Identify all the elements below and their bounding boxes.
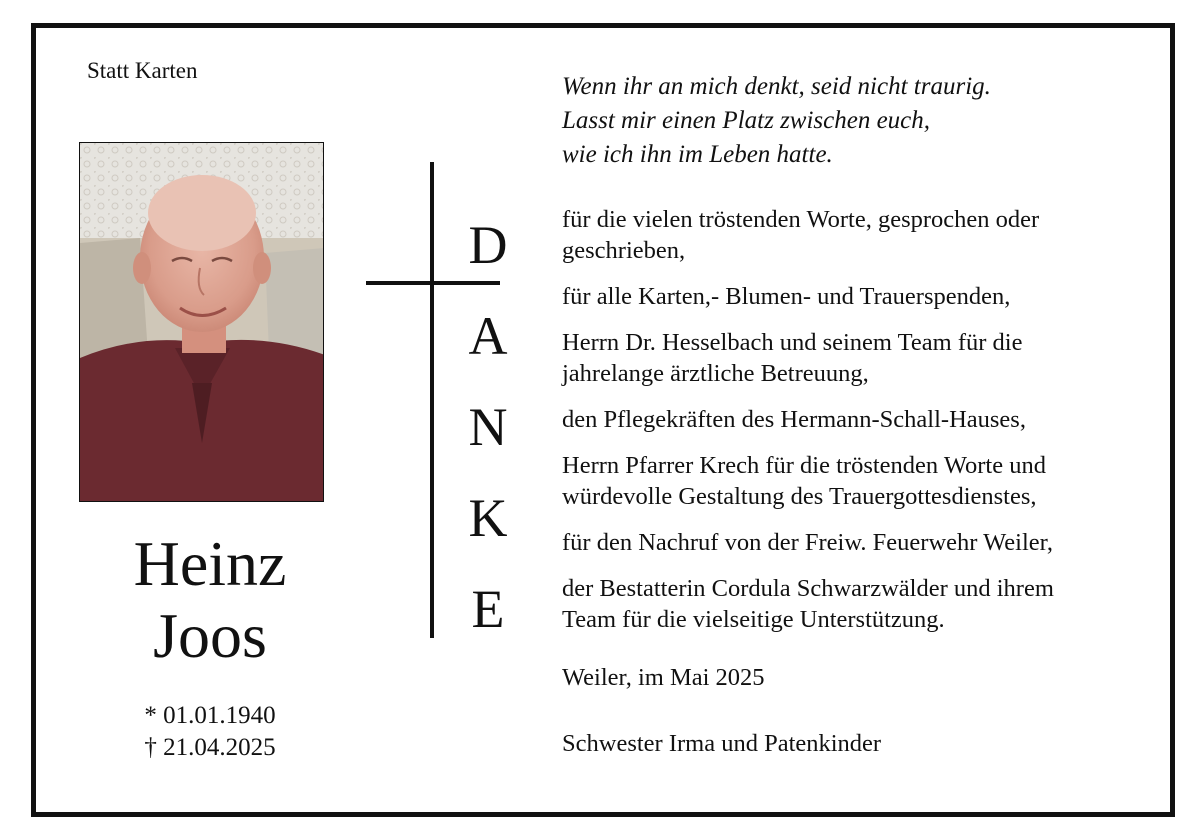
memorial-quote <box>562 70 991 172</box>
thanks-item <box>562 450 1142 512</box>
portrait-photo <box>79 142 324 502</box>
thanks-line: Herrn Pfarrer Krech für die tröstenden Worte und <box>562 452 1046 479</box>
danke-letter: A <box>468 306 508 366</box>
thanks-line: jahrelange ärztliche Betreuung, <box>562 360 869 387</box>
thanks-item <box>562 204 1142 266</box>
thanks-line: für die vielen tröstenden Worte, gesprochen oder <box>562 206 1040 233</box>
thanks-item <box>562 281 1142 312</box>
quote-line: wie ich ihn im Leben hatte. <box>562 141 833 168</box>
thanks-item <box>562 327 1142 389</box>
last-name: Joos <box>153 600 267 671</box>
thanks-item <box>562 404 1142 435</box>
danke-letter: K <box>468 488 508 548</box>
birth-date: * 01.01.1940 <box>144 702 276 729</box>
thanks-list <box>562 204 1142 650</box>
header-note: Statt Karten <box>87 58 198 83</box>
deceased-name <box>60 528 360 672</box>
thanks-item <box>562 527 1142 558</box>
thanks-line: würdevolle Gestaltung des Trauergottesdienstes, <box>562 483 1037 510</box>
death-date: † 21.04.2025 <box>144 734 276 761</box>
thanks-line: den Pflegekräften des Hermann-Schall-Hauses, <box>562 406 1026 433</box>
thanks-line: Herrn Dr. Hesselbach und seinem Team für die <box>562 329 1023 356</box>
danke-letter: E <box>471 579 505 639</box>
thanks-line: der Bestatterin Cordula Schwarzwälder und ihrem <box>562 575 1054 602</box>
thanks-line: Team für die vielseitige Unterstützung. <box>562 606 945 633</box>
thanks-item <box>562 573 1142 635</box>
first-name: Heinz <box>133 528 287 599</box>
danke-letter: D <box>468 215 508 275</box>
quote-line: Lasst mir einen Platz zwischen euch, <box>562 107 931 134</box>
danke-letter: N <box>468 397 508 457</box>
thanks-line: für den Nachruf von der Freiw. Feuerwehr Weiler, <box>562 529 1053 556</box>
thanks-line: geschrieben, <box>562 237 686 264</box>
thanks-line: für alle Karten,- Blumen- und Trauerspenden, <box>562 283 1011 310</box>
cross-icon-vertical <box>430 162 434 638</box>
portrait-illustration <box>80 143 324 502</box>
signature: Schwester Irma und Patenkinder <box>562 730 882 757</box>
danke-heading <box>458 200 518 655</box>
quote-line: Wenn ihr an mich denkt, seid nicht traurig. <box>562 73 991 100</box>
life-dates <box>60 700 360 764</box>
place-date: Weiler, im Mai 2025 <box>562 664 765 691</box>
